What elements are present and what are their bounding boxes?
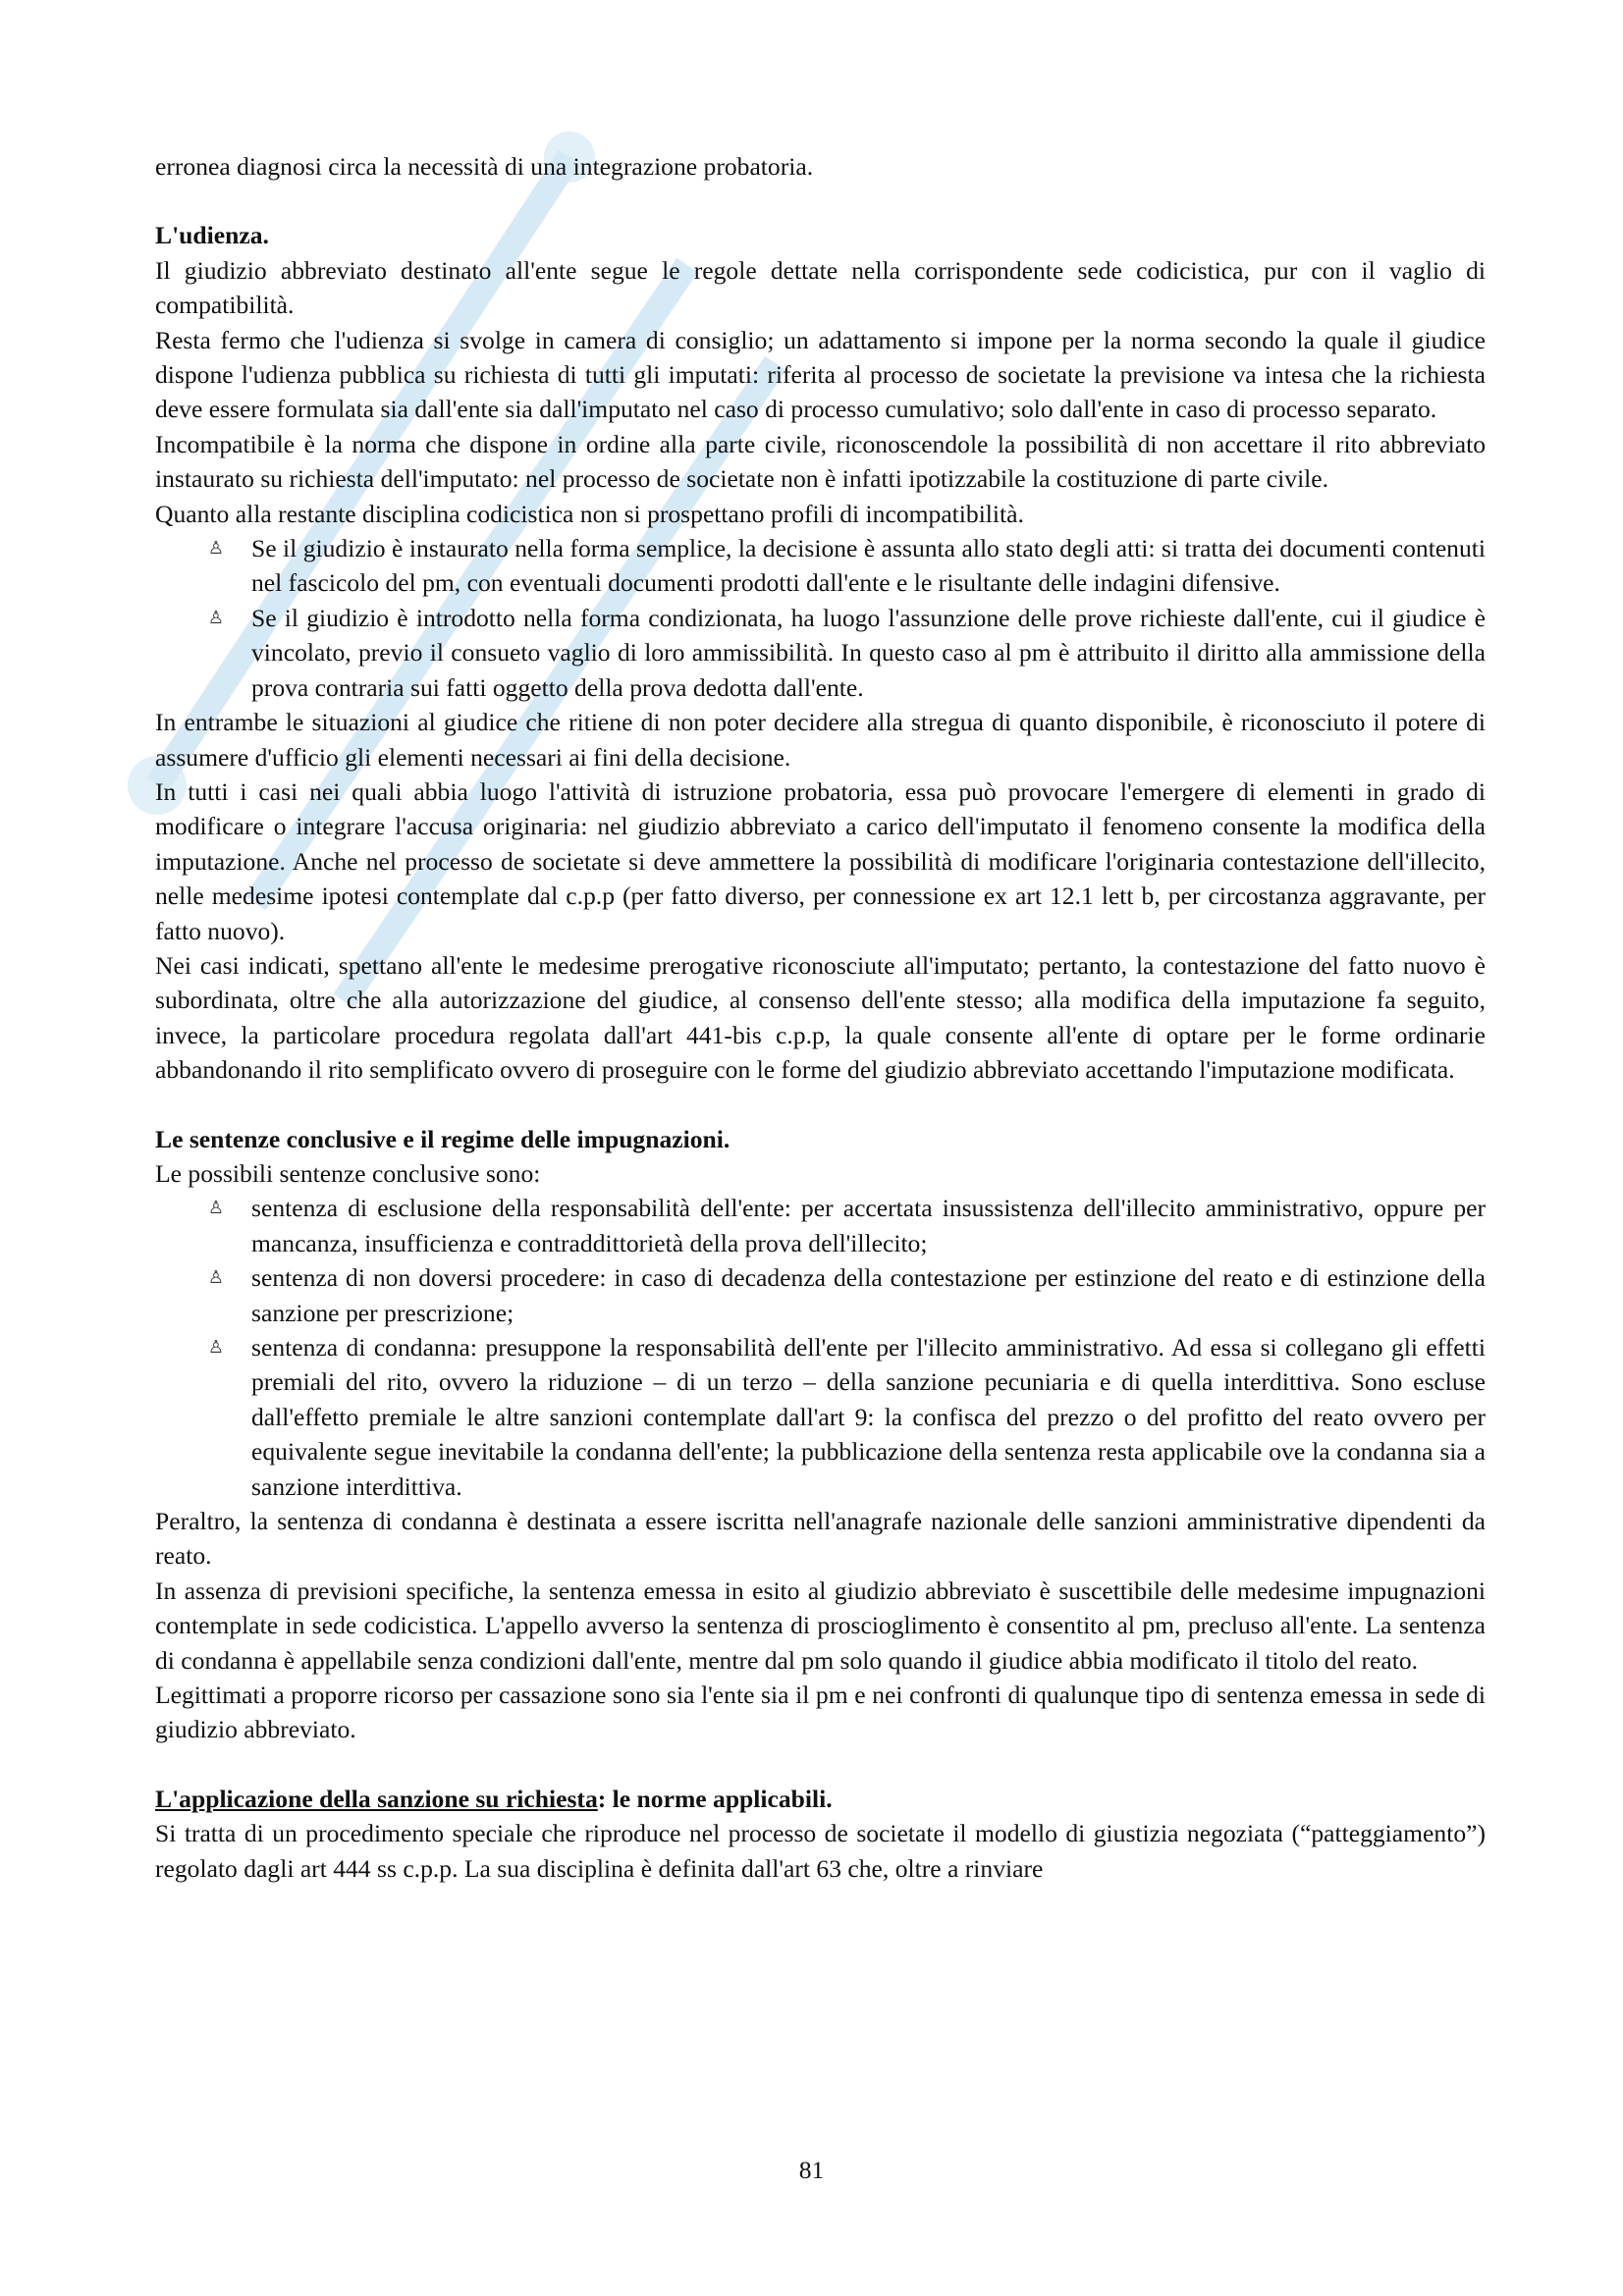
- bullet-icon: ♙: [207, 607, 225, 628]
- paragraph: Si tratta di un procedimento speciale che riproduce nel processo de societate il modello di giustizia negoziata (“patteggiamento”) regolato dagli art 444 ss c.p.p. La sua disciplina è definita dall'art 63 che, oltre a rinviare: [155, 1819, 1486, 1883]
- intro-line: erronea diagnosi circa la necessità di una integrazione probatoria.: [155, 152, 814, 181]
- paragraph: Nei casi indicati, spettano all'ente le medesime prerogative riconosciute all'imputato; pertanto, la contestazione del fatto nuovo è subordinata, oltre che alla autorizzazione del giudice, al consenso dell'ente stesso; alla modifica della imputazione fa seguito, invece, la particolare procedura regolata dall'art 441-bis c.p.p, la quale consente all'ente di optare per le forme ordinarie abbandonando il rito semplificato ovvero di proseguire con le forme del giudizio abbreviato accettando l'imputazione modificata.: [155, 950, 1486, 1085]
- section-heading-rest: : le norme applicabili.: [597, 1784, 833, 1813]
- list-item: [207, 601, 1486, 705]
- list-item-text: Se il giudizio è introdotto nella forma condizionata, ha luogo l'assunzione delle prove richieste dall'ente, cui il giudice è vincolato, previo il consueto vaglio di loro ammissibilità. In questo caso al pm è attribuito il diritto alla ammissione della prova contraria sui fatti oggetto della prova dedotta dall'ente.: [251, 603, 1486, 702]
- paragraph: In assenza di previsioni specifiche, la sentenza emessa in esito al giudizio abbreviato è suscettibile delle medesime impugnazioni contemplate in sede codicistica. L'appello avverso la sentenza di proscioglimento è consentito al pm, precluso all'ente. La sentenza di condanna è appellabile senza condizioni dall'ente, mentre dal pm solo quando il giudice abbia modificato il titolo del reato.: [155, 1575, 1486, 1675]
- paragraph: In entrambe le situazioni al giudice che ritiene di non poter decidere alla stregua di quanto disponibile, è riconosciuto il potere di assumere d'ufficio gli elementi necessari ai fini della decisione.: [155, 708, 1486, 772]
- bullet-list: [155, 1191, 1486, 1504]
- section-heading-sentenze: Le sentenze conclusive e il regime delle impugnazioni.: [155, 1124, 730, 1153]
- list-item-text: sentenza di non doversi procedere: in caso di decadenza della contestazione per estinzione del reato e di estinzione della sanzione per prescrizione;: [251, 1263, 1486, 1327]
- section-heading-applicazione: [155, 1782, 1486, 1816]
- document-page: [155, 149, 1486, 1886]
- bullet-icon: ♙: [207, 1337, 225, 1358]
- list-item-text: sentenza di esclusione della responsabilità dell'ente: per accertata insussistenza dell'illecito amministrativo, oppure per mancanza, insufficienza e contraddittorietà della prova dell'illecito;: [251, 1194, 1486, 1257]
- list-item: [207, 531, 1486, 601]
- section-heading-udienza: L'udienza.: [155, 221, 269, 250]
- bullet-icon: ♙: [207, 1198, 225, 1219]
- page-number: 81: [798, 2156, 825, 2184]
- paragraph: Il giudizio abbreviato destinato all'ente segue le regole dettate nella corrispondente sede codicistica, pur con il vaglio di compatibilità.: [155, 255, 1486, 320]
- bullet-list: [155, 531, 1486, 705]
- paragraph: Quanto alla restante disciplina codicistica non si prospettano profili di incompatibilità.: [155, 499, 1024, 528]
- section-heading-underlined: L'applicazione della sanzione su richiesta: [155, 1784, 598, 1813]
- paragraph: Peraltro, la sentenza di condanna è destinata a essere iscritta nell'anagrafe nazionale delle sanzioni amministrative dipendenti da reato.: [155, 1507, 1486, 1571]
- paragraph: Incompatibile è la norma che dispone in ordine alla parte civile, riconoscendole la possibilità di non accettare il rito abbreviato instaurato su richiesta dell'imputato: nel processo de societate non è infatti ipotizzabile la costituzione di parte civile.: [155, 429, 1486, 494]
- list-item-text: sentenza di condanna: presuppone la responsabilità dell'ente per l'illecito amministrativo. Ad essa si collegano gli effetti premiali del rito, ovvero la riduzione – di un terzo – della sanzione pecuniaria e di quella interdittiva. Sono escluse dall'effetto premiale le altre sanzioni contemplate dall'art 9: la confisca del prezzo o del profitto del reato ovvero per equivalente segue inevitabile la condanna dell'ente; la pubblicazione della sentenza resta applicabile ove la condanna sia a sanzione interdittiva.: [251, 1333, 1486, 1501]
- paragraph: Le possibili sentenze conclusive sono:: [155, 1158, 541, 1188]
- paragraph: Legittimati a proporre ricorso per cassazione sono sia l'ente sia il pm e nei confronti di qualunque tipo di sentenza emessa in sede di giudizio abbreviato.: [155, 1681, 1486, 1744]
- bullet-icon: ♙: [207, 1267, 225, 1289]
- list-item: [207, 1191, 1486, 1260]
- paragraph: Resta fermo che l'udienza si svolge in camera di consiglio; un adattamento si impone per la norma secondo la quale il giudice dispone l'udienza pubblica su richiesta di tutti gli imputati: riferita al processo de societate la previsione va intesa che la richiesta deve essere formulata sia dall'ente sia dall'imputato nel caso di processo cumulativo; solo dall'ente in caso di processo separato.: [155, 325, 1486, 424]
- list-item-text: Se il giudizio è instaurato nella forma semplice, la decisione è assunta allo stato degli atti: si tratta dei documenti contenuti nel fascicolo del pm, con eventuali documenti prodotti dall'ente e le risultante delle indagini difensive.: [251, 534, 1486, 598]
- list-item: [207, 1260, 1486, 1330]
- bullet-icon: ♙: [207, 538, 225, 560]
- list-item: [207, 1330, 1486, 1504]
- paragraph: In tutti i casi nei quali abbia luogo l'attività di istruzione probatoria, essa può provocare l'emergere di elementi in grado di modificare o integrare l'accusa originaria: nel giudizio abbreviato a carico dell'imputato il fenomeno consente la modifica della imputazione. Anche nel processo de societate si deve ammettere la possibilità di modificare l'originaria contestazione dell'illecito, nelle medesime ipotesi contemplate dal c.p.p (per fatto diverso, per connessione ex art 12.1 lett b, per circostanza aggravante, per fatto nuovo).: [155, 776, 1486, 945]
